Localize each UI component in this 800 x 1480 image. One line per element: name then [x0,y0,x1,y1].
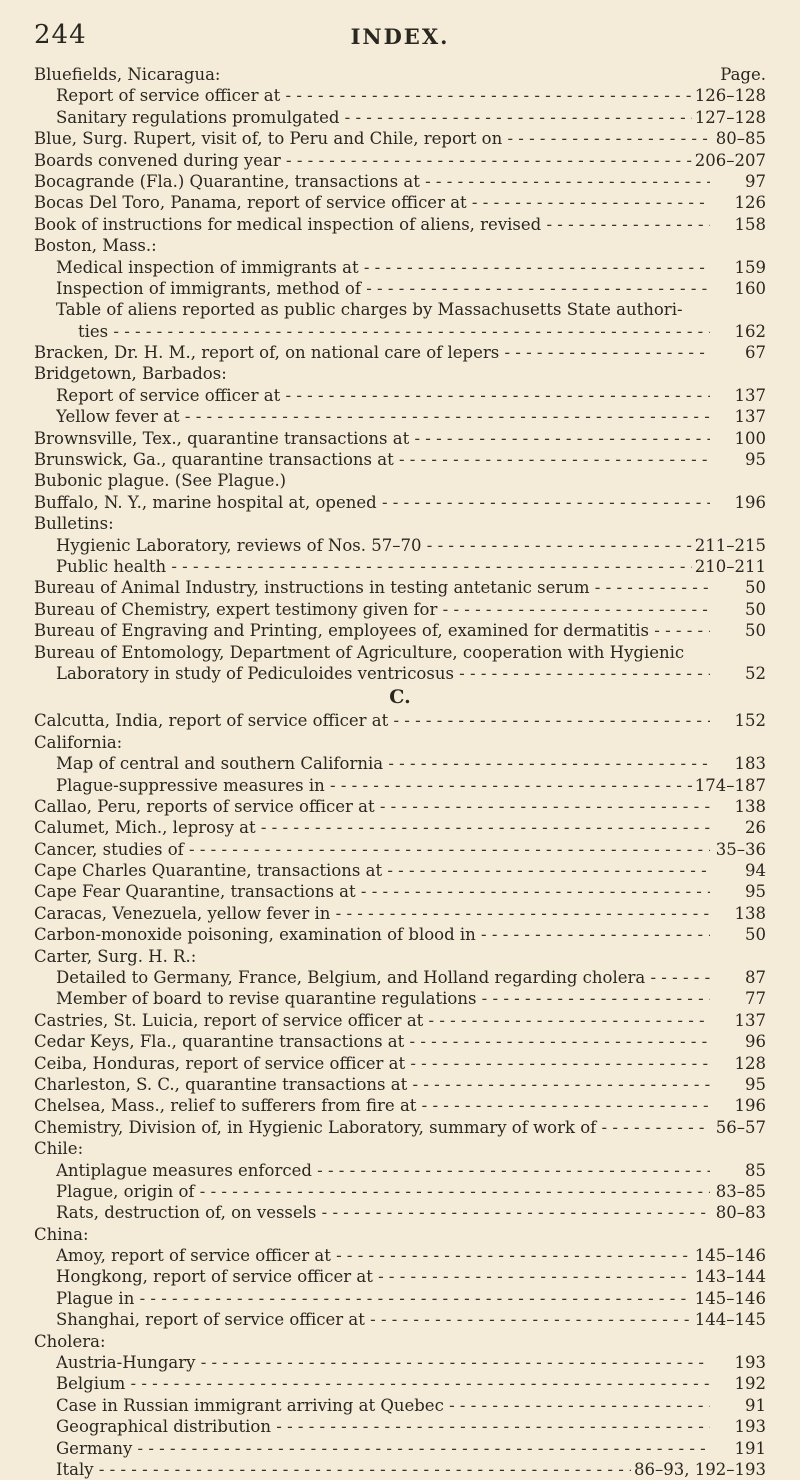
entry-text: Buffalo, N. Y., marine hospital at, opened - - - [34,492,710,513]
index-entry [0,513,800,534]
entry-page-ref: 160 [732,278,767,299]
index-entry [0,64,800,85]
index-entry [0,1138,800,1159]
index-entry [0,860,800,881]
entry-text: Public health - - - [56,556,710,577]
index-entry [0,449,800,470]
index-entry [0,214,800,235]
index-entry [0,492,800,513]
entry-page-ref: 211–215 [692,535,766,556]
index-entry [0,107,800,128]
entry-page-ref: 138 [732,903,767,924]
entry-text: Callao, Peru, reports of service officer at - - - [34,796,710,817]
entry-text: Map of central and southern California - - - [56,753,710,774]
index-entry [0,1438,800,1459]
entry-page-ref: 100 [732,428,767,449]
entry-page-ref: 126 [732,192,767,213]
entry-text: Case in Russian immigrant arriving at Quebec - - - [56,1395,710,1416]
entry-text: Rats, destruction of, on vessels - - - [56,1202,710,1223]
entry-text: Geographical distribution - - - [56,1416,710,1437]
entry-page-ref: 56–57 [713,1117,766,1138]
index-entry [0,406,800,427]
index-entry [0,796,800,817]
entry-text: Chemistry, Division of, in Hygienic Laboratory, summary of work of - - - [34,1117,710,1138]
index-entry [0,1160,800,1181]
entry-page-ref: 158 [732,214,767,235]
entry-text: Bureau of Animal Industry, instructions in testing antetanic serum - - - [34,577,710,598]
entry-text: Carbon-monoxide poisoning, examination of blood in - - - [34,924,710,945]
entry-text: Ceiba, Honduras, report of service officer at - - - [34,1053,710,1074]
entry-page-ref: 159 [732,257,767,278]
entry-text: Brunswick, Ga., quarantine transactions at - - - [34,449,710,470]
index-entry [0,192,800,213]
entry-text: Plague, origin of - - - [56,1181,710,1202]
entry-page-ref: 137 [732,406,767,427]
entry-text: Yellow fever at - - - [56,406,710,427]
entry-page-ref: Page. [717,64,766,85]
entry-page-ref: 137 [732,385,767,406]
entry-page-ref: 80–85 [713,128,766,149]
entry-text: Caracas, Venezuela, yellow fever in - - - [34,903,710,924]
entry-page-ref: 127–128 [692,107,766,128]
page-header [34,14,766,54]
entry-page-ref: 52 [742,663,766,684]
entry-page-ref: 50 [742,924,766,945]
entry-page-ref: 50 [742,620,766,641]
entry-text: Cholera: [34,1331,106,1351]
section-letter-heading: C. [389,686,411,709]
entry-text: Chelsea, Mass., relief to sufferers from fire at - - - [34,1095,710,1116]
entry-text: Hygienic Laboratory, reviews of Nos. 57–70 - - - [56,535,710,556]
index-entry [0,385,800,406]
index-entry [0,577,800,598]
index-entry [0,924,800,945]
index-entry [0,321,800,342]
entry-text: Blue, Surg. Rupert, visit of, to Peru and Chile, report on - - - [34,128,710,149]
entry-page-ref: 193 [732,1352,767,1373]
entry-page-ref: 162 [732,321,767,342]
index-entry [0,1224,800,1245]
entry-text: Amoy, report of service officer at - - - [56,1245,710,1266]
entry-text: Plague in - - - [56,1288,710,1309]
index-entry [0,342,800,363]
index-entry [0,903,800,924]
entry-text: Plague-suppressive measures in - - - [56,775,710,796]
entry-text: Book of instructions for medical inspection of aliens, revised - - - [34,214,710,235]
entry-text: Cancer, studies of - - - [34,839,710,860]
entry-text: Belgium - - - [56,1373,710,1394]
index-entry [0,1245,800,1266]
index-entry [0,535,800,556]
index-entry [0,278,800,299]
entry-text: Sanitary regulations promulgated - - - [56,107,710,128]
entry-page-ref: 196 [732,492,767,513]
entry-text: Charleston, S. C., quarantine transactions at - - - [34,1074,710,1095]
entry-page-ref: 126–128 [692,85,766,106]
index-entry [0,470,800,491]
index-entry [0,1266,800,1287]
index-entry [0,428,800,449]
entry-page-ref: 128 [732,1053,767,1074]
index-entry [0,1459,800,1480]
entry-page-ref: 152 [732,710,767,731]
index-entry [0,710,800,731]
entry-text: Cape Fear Quarantine, transactions at - - - [34,881,710,902]
running-title: INDEX. [350,24,450,49]
index-entry [0,753,800,774]
index-entry [0,817,800,838]
entry-page-ref: 95 [742,1074,766,1095]
index-entry [0,150,800,171]
entry-page-ref: 143–144 [692,1266,766,1287]
entry-text: Bureau of Engraving and Printing, employees of, examined for dermatitis - - - [34,620,710,641]
entry-page-ref: 145–146 [692,1245,766,1266]
entry-text: Laboratory in study of Pediculoides ventricosus - - - [56,663,710,684]
index-entry [0,1395,800,1416]
entry-page-ref: 87 [742,967,766,988]
entry-text: Member of board to revise quarantine regulations - - - [56,988,710,1009]
entry-page-ref: 191 [732,1438,767,1459]
entry-page-ref: 50 [742,599,766,620]
entry-page-ref: 94 [742,860,766,881]
entry-text: Report of service officer at - - - [56,385,710,406]
entry-text: Carter, Surg. H. R.: [34,946,197,966]
entry-page-ref: 50 [742,577,766,598]
entry-text: Bracken, Dr. H. M., report of, on national care of lepers - - - [34,342,710,363]
entry-page-ref: 144–145 [692,1309,766,1330]
index-entry [0,967,800,988]
index-entry [0,1288,800,1309]
index-entry [0,1331,800,1352]
entry-text: Italy - - - [56,1459,710,1480]
index-entry [0,599,800,620]
index-entry [0,1117,800,1138]
index-entry [0,363,800,384]
entry-text: Boards convened during year - - - [34,150,710,171]
index-entry [0,1010,800,1031]
entry-text: Cape Charles Quarantine, transactions at - - - [34,860,710,881]
index-entry [0,946,800,967]
entry-text: Germany - - - [56,1438,710,1459]
entry-text: Chile: [34,1139,84,1159]
entry-text: Hongkong, report of service officer at - - - [56,1266,710,1287]
index-entry [0,128,800,149]
entry-text: Austria-Hungary - - - [56,1352,710,1373]
entry-text: Boston, Mass.: [34,236,157,256]
index-entry [0,556,800,577]
entry-text: Bubonic plague. (See Plague.) [34,471,287,491]
entry-text: ties - - - [78,321,710,342]
entry-text: Inspection of immigrants, method of - - - [56,278,710,299]
entry-page-ref: 95 [742,881,766,902]
index-entry [0,775,800,796]
page-number: 244 [34,20,87,50]
entry-page-ref: 80–83 [713,1202,766,1223]
entry-text: California: [34,732,123,752]
entry-text: Shanghai, report of service officer at - - - [56,1309,710,1330]
entry-page-ref: 196 [732,1095,767,1116]
entry-text: Calumet, Mich., leprosy at - - - [34,817,710,838]
index-entry [0,257,800,278]
entry-page-ref: 95 [742,449,766,470]
index-entry [0,1181,800,1202]
index-entry [0,642,800,663]
entry-page-ref: 145–146 [692,1288,766,1309]
entry-page-ref: 35–36 [713,839,766,860]
index-entry [0,171,800,192]
entry-text: Report of service officer at - - - [56,85,710,106]
index-entry [0,620,800,641]
entry-text: China: [34,1224,89,1244]
index-entry [0,1202,800,1223]
index-entry [0,1416,800,1437]
index-entry [0,1053,800,1074]
index-entry [0,839,800,860]
entry-text: Calcutta, India, report of service officer at - - - [34,710,710,731]
entry-page-ref: 193 [732,1416,767,1437]
index-entry [0,663,800,684]
entry-text: Bureau of Chemistry, expert testimony given for - - - [34,599,710,620]
entry-text: Bulletins: [34,514,114,534]
entry-page-ref: 67 [742,342,766,363]
index-entry [0,85,800,106]
entry-page-ref: 206–207 [692,150,766,171]
entry-page-ref: 174–187 [692,775,766,796]
entry-page-ref: 91 [742,1395,766,1416]
index-entry [0,881,800,902]
index-entry [0,1309,800,1330]
entry-text: Brownsville, Tex., quarantine transactions at - - - [34,428,710,449]
index-entry [0,988,800,1009]
entry-text: Table of aliens reported as public charges by Massachusetts State authori- [56,300,683,320]
entry-text: Bocas Del Toro, Panama, report of service officer at - - - [34,192,710,213]
entry-text: Bureau of Entomology, Department of Agriculture, cooperation with Hygienic [34,642,685,662]
entry-page-ref: 137 [732,1010,767,1031]
index-entry [0,235,800,256]
entry-page-ref: 77 [742,988,766,1009]
entry-page-ref: 96 [742,1031,766,1052]
entry-text: Cedar Keys, Fla., quarantine transactions at - - - [34,1031,710,1052]
entry-page-ref: 85 [742,1160,766,1181]
index-entry [0,1031,800,1052]
entry-page-ref: 192 [732,1373,767,1394]
index-entry [0,299,800,320]
index-entry [0,1074,800,1095]
entry-text: Detailed to Germany, France, Belgium, and Holland regarding cholera - - - [56,967,710,988]
entry-text: Antiplague measures enforced - - - [56,1160,710,1181]
entry-page-ref: 26 [742,817,766,838]
entry-page-ref: 86–93, 192–193 [631,1459,766,1480]
entry-text: Castries, St. Luicia, report of service officer at - - - [34,1010,710,1031]
entry-text: Bridgetown, Barbados: [34,364,227,384]
entry-page-ref: 83–85 [713,1181,766,1202]
entry-text: Bluefields, Nicaragua: [34,65,221,84]
index-entry [0,1352,800,1373]
entry-text: Medical inspection of immigrants at - - - [56,257,710,278]
index-entry [0,1373,800,1394]
entry-page-ref: 183 [732,753,767,774]
entry-page-ref: 138 [732,796,767,817]
index-list [0,64,800,1480]
index-entry [0,1095,800,1116]
entry-page-ref: 97 [742,171,766,192]
entry-text: Bocagrande (Fla.) Quarantine, transactions at - - - [34,171,710,192]
index-entry [0,732,800,753]
entry-page-ref: 210–211 [692,556,766,577]
